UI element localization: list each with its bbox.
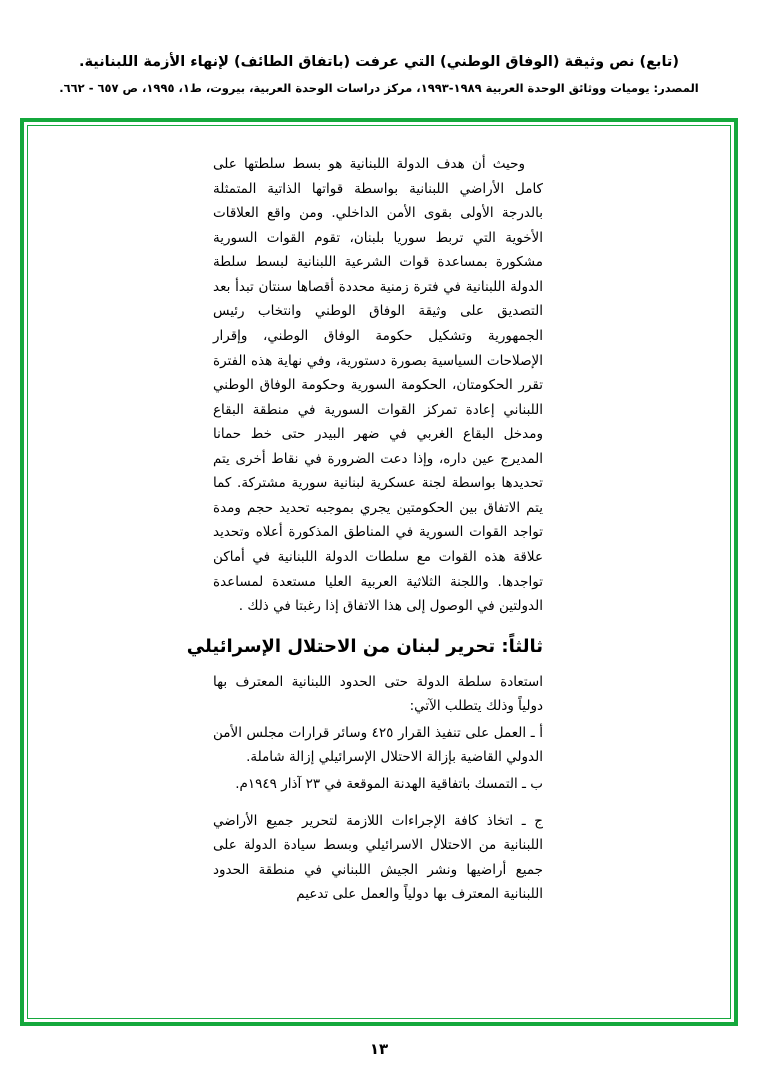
section-paragraph-item-a: أ ـ العمل على تنفيذ القرار ٤٢٥ وسائر قرارات مجلس الأمن الدولي القاضية بإزالة الاحتلال الإسرائيلي إزالة شاملة.	[213, 724, 544, 766]
section-paragraph-intro: استعادة سلطة الدولة حتى الحدود اللبنانية المعترف بها دولياً وذلك يتطلب الآتي:	[213, 673, 543, 715]
source-line: المصدر: يوميات ووثائق الوحدة العربية ١٩٨٩-١٩٩٣، مركز دراسات الوحدة العربية، بيروت، ط١، ١٩٩٥، ص ٦٥٧ - ٦٦٢.	[59, 80, 699, 95]
page-number: ١٣	[369, 1040, 389, 1058]
section-paragraph-item-c: ج ـ اتخاذ كافة الإجراءات اللازمة لتحرير جميع الأراضي اللبنانية من الاحتلال الاسرائيلي وبسط سيادة الدولة على جميع أراضيها ونشر الجيش اللبناني في منطقة الحدود اللبنانية المعترف بها دولياً والعمل على تدعيم	[213, 812, 543, 903]
body-paragraph: وحيث أن هدف الدولة اللبنانية هو بسط سلطتها على كامل الأراضي اللبنانية بواسطة قواتها الذاتية المتمثلة بالدرجة الأولى بقوى الأمن الداخلي. ومن واقع العلاقات الأخوية التي تربط سوريا بلبنان، تقوم القوات السورية مشكورة بمساعدة قوات الشرعية اللبنانية لبسط سلطة الدولة اللبنانية في فترة زمنية محددة أقصاها سنتان تبدأ بعد التصديق على وثيقة الوفاق الوطني وانتخاب رئيس الجمهورية وتشكيل حكومة الوفاق الوطني، وإقرار الإصلاحات السياسية بصورة دستورية، وفي نهاية هذه الفترة تقرر الحكومتان، الحكومة السورية وحكومة الوفاق الوطني اللبناني إعادة تمركز القوات السورية في منطقة البقاع ومدخل البقاع الغربي في ضهر البيدر حتى خط حمانا المديرج عين داره، وإذا دعت الضرورة في نقاط أخرى يتم تحديدها بواسطة لجنة عسكرية لبنانية سورية مشتركة. كما يتم الاتفاق بين الحكومتين يجري بموجبه تحديد حجم ومدة تواجد القوات السورية في المناطق المذكورة أعلاه وتحديد علاقة هذه القوات مع سلطات الدولة اللبنانية في أماكن تواجدها. واللجنة الثلاثية العربية العليا مستعدة لمساعدة الدولتين في الوصول إلى هذا الاتفاق إذا رغبتا في ذلك .	[213, 156, 543, 615]
section-paragraph-item-b: ب ـ التمسك باتفاقية الهدنة الموقعة في ٢٣ آذار ١٩٤٩م.	[235, 775, 543, 792]
page-title: (تابع) نص وثيقة (الوفاق الوطني) التي عرفت (باتفاق الطائف) لإنهاء الأزمة اللبنانية.	[78, 54, 679, 70]
section-heading-third: ثالثاً: تحرير لبنان من الاحتلال الإسرائيلي	[186, 635, 543, 657]
document-body	[186, 152, 544, 907]
document-header	[0, 52, 758, 97]
